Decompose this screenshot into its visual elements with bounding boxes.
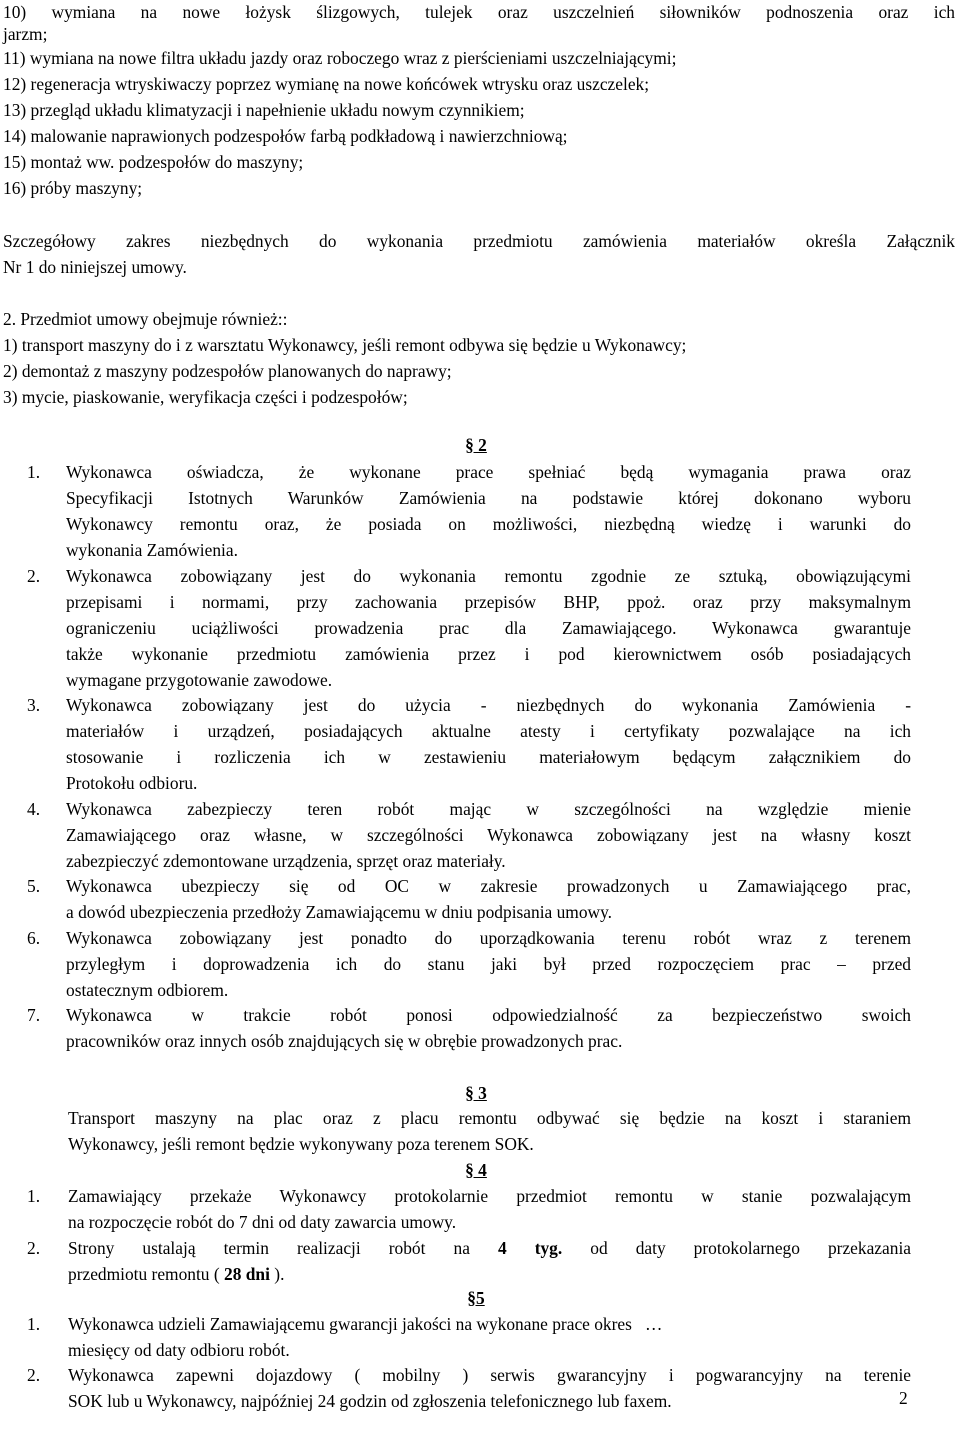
item-line: a dowód ubezpieczenia przedłoży Zamawiającemu w dniu podpisania umowy. bbox=[66, 902, 612, 922]
item-number: 1. bbox=[27, 1314, 41, 1334]
page-number: 2 bbox=[899, 1388, 908, 1408]
item-line: SOK lub u Wykonawcy, najpóźniej 24 godzin od zgłoszenia telefonicznego lub faxem. bbox=[68, 1391, 672, 1411]
item-line: Protokołu odbioru. bbox=[66, 773, 198, 793]
item-number: 1. bbox=[27, 462, 41, 482]
item-line: Wykonawca zapewni dojazdowy ( mobilny ) serwis gwarancyjny i pogwarancyjny na terenie bbox=[68, 1365, 911, 1385]
section3-line: Transport maszyny na plac oraz z placu remontu odbywać się będzie na koszt i staraniem bbox=[68, 1108, 911, 1128]
item-line: także wykonanie przedmiotu zamówienia przez i pod kierownictwem osób posiadających bbox=[66, 644, 911, 664]
list-item: 13) przegląd układu klimatyzacji i napełnienie układu nowym czynnikiem; bbox=[3, 100, 525, 120]
item-number: 2. bbox=[27, 566, 41, 586]
term-text: ). bbox=[274, 1264, 285, 1284]
term-text: przedmiotu remontu ( bbox=[68, 1264, 220, 1284]
list-item: 10) wymiana na nowe łożysk ślizgowych, tulejek oraz uszczelnień siłowników podnoszenia oraz ich bbox=[3, 2, 955, 22]
item-line: wykonania Zamówienia. bbox=[66, 540, 238, 560]
section3-line: Wykonawcy, jeśli remont będzie wykonywany poza terenem SOK. bbox=[68, 1134, 534, 1154]
item-line: Wykonawca zobowiązany jest do wykonania remontu zgodnie ze sztuką, obowiązującymi bbox=[66, 566, 911, 586]
list-item: 14) malowanie naprawionych podzespołów farbą podkładową i nawierzchniową; bbox=[3, 126, 568, 146]
item-line: materiałów i urządzeń, posiadających aktualne atesty i certyfikaty pozwalające na ich bbox=[66, 721, 911, 741]
item-line: Zamawiającego oraz własne, w szczególności Wykonawca zobowiązany jest na własny koszt bbox=[66, 825, 911, 845]
section-heading-4: § 4 bbox=[465, 1160, 487, 1180]
item-line bbox=[68, 1238, 911, 1258]
item-line: przyległym i doprowadzenia ich do stanu jaki był przed rozpoczęciem prac – przed bbox=[66, 954, 911, 974]
item-line: przepisami i normami, przy zachowania przepisów BHP, ppoż. oraz przy maksymalnym bbox=[66, 592, 911, 612]
item-line: pracowników oraz innych osób znajdujących się w obrębie prowadzonych prac. bbox=[66, 1031, 623, 1051]
scope-item: 2) demontaż z maszyny podzespołów planowanych do naprawy; bbox=[3, 361, 452, 381]
item-line: Wykonawcy remontu oraz, że posiada on możliwości, niezbędną wiedzę i warunki do bbox=[66, 514, 911, 534]
item-number: 1. bbox=[27, 1186, 41, 1206]
section-heading-2: § 2 bbox=[465, 435, 487, 455]
item-number: 4. bbox=[27, 799, 41, 819]
list-item: 11) wymiana na nowe filtra układu jazdy oraz roboczego wraz z pierścieniami uszczelniającymi; bbox=[3, 48, 677, 68]
item-number: 3. bbox=[27, 695, 41, 715]
item-number: 2. bbox=[27, 1238, 41, 1258]
item-line bbox=[68, 1264, 284, 1284]
item-line: miesięcy od daty odbioru robót. bbox=[68, 1340, 290, 1360]
item-number: 7. bbox=[27, 1005, 41, 1025]
materials-note-line: Nr 1 do niniejszej umowy. bbox=[3, 257, 187, 277]
materials-note-line: Szczegółowy zakres niezbędnych do wykonania przedmiotu zamówienia materiałów określa Załącznik bbox=[3, 231, 955, 251]
item-line: zabezpieczyć zdemontowane urządzenia, sprzęt oraz materiały. bbox=[66, 851, 506, 871]
list-item: jarzm; bbox=[3, 24, 48, 44]
list-item: 16) próby maszyny; bbox=[3, 178, 143, 198]
item-line: ograniczeniu uciążliwości prowadzenia prac dla Zamawiającego. Wykonawca gwarantuje bbox=[66, 618, 911, 638]
item-line: ostatecznym odbiorem. bbox=[66, 980, 229, 1000]
scope-item: 3) mycie, piaskowanie, weryfikacja części i podzespołów; bbox=[3, 387, 408, 407]
scope-item: 1) transport maszyny do i z warsztatu Wykonawcy, jeśli remont odbywa się będzie u Wykonawcy; bbox=[3, 335, 687, 355]
item-line: Wykonawca zabezpieczy teren robót mając w szczególności na względzie mienie bbox=[66, 799, 911, 819]
item-line: Wykonawca zobowiązany jest ponadto do uporządkowania terenu robót wraz z terenem bbox=[66, 928, 911, 948]
section-heading-5: §5 bbox=[467, 1288, 485, 1308]
item-line: Wykonawca ubezpieczy się od OC w zakresie prowadzonych u Zamawiającego prac, bbox=[66, 876, 911, 896]
term-text: od daty protokolarnego przekazania bbox=[590, 1238, 911, 1258]
term-weeks: 4 tyg. bbox=[497, 1238, 563, 1258]
section-heading-3: § 3 bbox=[465, 1083, 487, 1103]
item-line: Specyfikacji Istotnych Warunków Zamówienia na podstawie której dokonano wyboru bbox=[66, 488, 911, 508]
item-line: Wykonawca udzieli Zamawiającemu gwarancji jakości na wykonane prace okres … bbox=[68, 1314, 663, 1334]
item-line: Wykonawca oświadcza, że wykonane prace spełniać będą wymagania prawa oraz bbox=[66, 462, 911, 482]
item-number: 2. bbox=[27, 1365, 41, 1385]
list-item: 12) regeneracja wtryskiwaczy poprzez wymianę na nowe końcówek wtrysku oraz uszczelek; bbox=[3, 74, 650, 94]
item-line: Zamawiający przekaże Wykonawcy protokolarnie przedmiot remontu w stanie pozwalającym bbox=[68, 1186, 911, 1206]
item-line: wymagane przygotowanie zawodowe. bbox=[66, 670, 333, 690]
term-days: 28 dni bbox=[224, 1264, 270, 1284]
item-number: 6. bbox=[27, 928, 41, 948]
item-line: stosowanie i rozliczenia ich w zestawieniu materiałowym będącym załącznikiem do bbox=[66, 747, 911, 767]
item-line: Wykonawca zobowiązany jest do użycia - niezbędnych do wykonania Zamówienia - bbox=[66, 695, 911, 715]
scope-heading: 2. Przedmiot umowy obejmuje również:: bbox=[3, 309, 288, 329]
item-number: 5. bbox=[27, 876, 41, 896]
item-line: Wykonawca w trakcie robót ponosi odpowiedzialność za bezpieczeństwo swoich bbox=[66, 1005, 911, 1025]
item-line: na rozpoczęcie robót do 7 dni od daty zawarcia umowy. bbox=[68, 1212, 457, 1232]
list-item: 15) montaż ww. podzespołów do maszyny; bbox=[3, 152, 304, 172]
term-text: Strony ustalają termin realizacji robót na bbox=[68, 1238, 470, 1258]
